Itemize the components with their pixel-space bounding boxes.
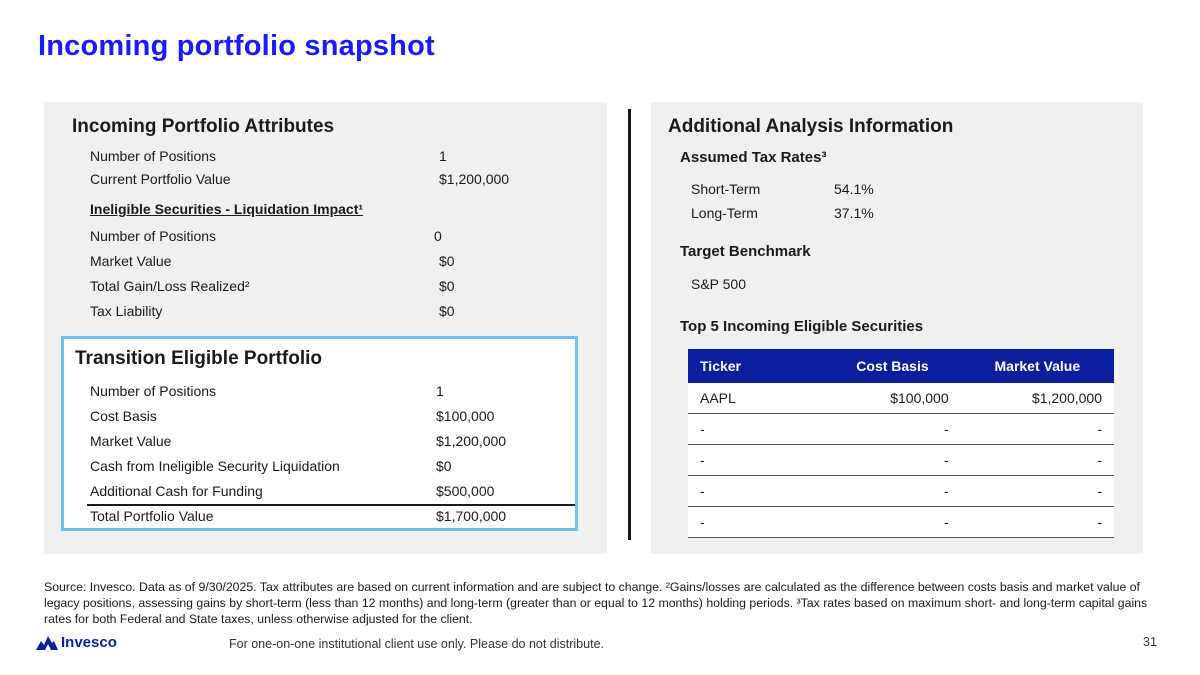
table-row [688,507,1114,538]
total-divider [87,504,575,506]
table-row [688,383,1114,414]
tax-row-label: Short-Term [691,181,761,197]
column-header-market-value: Market Value [961,349,1114,383]
ineligible-row-value: $0 [439,303,455,319]
eligible-row-value: $1,200,000 [436,433,507,449]
market-value-cell: - [961,507,1114,538]
ticker-cell: - [688,445,824,476]
column-header-ticker: Ticker [688,349,824,383]
eligible-total-value: $1,700,000 [436,508,507,524]
incoming-value-label: Current Portfolio Value [90,171,231,187]
ineligible-row-value: $0 [439,278,455,294]
market-value-cell: - [961,476,1114,507]
logo-text: Invesco [61,634,117,651]
table-header-row [688,349,1114,383]
cost-basis-cell: $100,000 [824,383,960,414]
cost-basis-cell: - [824,445,960,476]
benchmark-value: S&P 500 [691,276,747,292]
market-value-cell: $1,200,000 [961,383,1114,414]
market-value-cell: - [961,445,1114,476]
eligible-row-value: $100,000 [436,408,495,424]
cost-basis-cell: - [824,476,960,507]
table-row [688,476,1114,507]
distribution-note: For one-on-one institutional client use only. Please do not distribute. [229,637,604,651]
cost-basis-cell: - [824,414,960,445]
ineligible-row-value: $0 [439,253,455,269]
page-title: Incoming portfolio snapshot [38,30,435,62]
ticker-cell: AAPL [688,383,824,414]
top5-title: Top 5 Incoming Eligible Securities [680,318,924,335]
tax-rates-title: Assumed Tax Rates³ [680,149,827,166]
eligible-row-value: $0 [436,458,452,474]
eligible-row-label: Cash from Ineligible Security Liquidation [90,458,340,474]
table-row [688,414,1114,445]
benchmark-title: Target Benchmark [680,243,811,260]
ineligible-row-label: Total Gain/Loss Realized² [90,278,250,294]
eligible-row-label: Additional Cash for Funding [90,483,263,499]
incoming-value-value: $1,200,000 [439,171,510,187]
mountain-logo-icon [36,635,58,651]
incoming-positions-value: 1 [439,148,447,164]
ticker-cell: - [688,414,824,445]
ticker-cell: - [688,476,824,507]
eligible-row-label: Number of Positions [90,383,217,399]
cost-basis-cell: - [824,507,960,538]
tax-row-value: 54.1% [834,181,874,197]
table-row [688,445,1114,476]
eligible-row-label: Cost Basis [90,408,157,424]
market-value-cell: - [961,414,1114,445]
ticker-cell: - [688,507,824,538]
incoming-positions-label: Number of Positions [90,148,217,164]
top5-table [688,349,1114,538]
ineligible-row-label: Market Value [90,253,172,269]
column-header-cost-basis: Cost Basis [824,349,960,383]
source-footnote: Source: Invesco. Data as of 9/30/2025. Tax attributes are based on current information and are subject to change. ²Gains/losses are calculated as the difference between costs basis and market value of legacy positions, assessing gains by short-term (less than 12 months) and long-term (greater than or equal to 12 months) holding periods. ³Tax rates based on maximum short- and long-term capital gains rates for both Federal and State taxes, unless otherwise adjusted for the client. [44,580,1148,626]
ineligible-row-value: 0 [434,228,442,244]
ineligible-title: Ineligible Securities - Liquidation Impact¹ [90,201,364,217]
eligible-title: Transition Eligible Portfolio [75,348,323,369]
ineligible-row-label: Tax Liability [90,303,163,319]
tax-row-value: 37.1% [834,205,874,221]
eligible-total-label: Total Portfolio Value [90,508,214,524]
eligible-row-value: 1 [436,383,444,399]
eligible-row-value: $500,000 [436,483,495,499]
additional-title: Additional Analysis Information [668,116,954,137]
page-number: 31 [1143,635,1157,649]
tax-row-label: Long-Term [691,205,758,221]
invesco-logo [36,634,117,651]
incoming-title: Incoming Portfolio Attributes [72,116,335,137]
vertical-divider [628,109,631,540]
eligible-row-label: Market Value [90,433,172,449]
ineligible-row-label: Number of Positions [90,228,217,244]
